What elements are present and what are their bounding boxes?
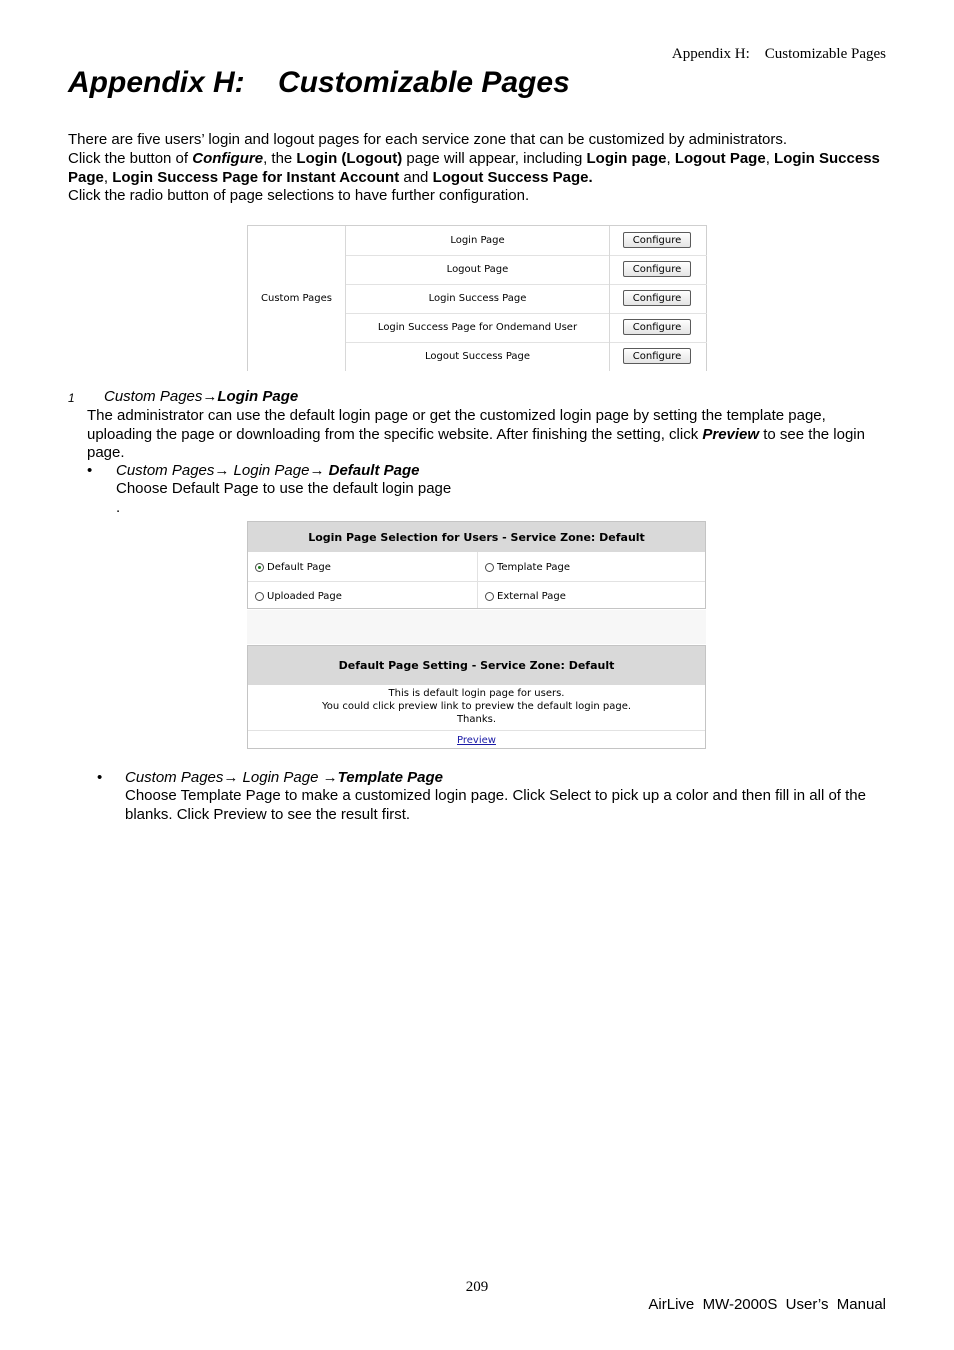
login-success-instant-term: Login Success Page for Instant Account bbox=[112, 168, 400, 186]
bullet-description: Choose Default Page to use the default login page bbox=[116, 480, 452, 497]
default-page-option[interactable] bbox=[255, 553, 331, 581]
trailing-dot: . bbox=[116, 499, 121, 516]
radio-icon[interactable] bbox=[485, 563, 494, 572]
configure-login-success-page-button[interactable]: Configure bbox=[623, 290, 691, 306]
configure-logout-success-page-button[interactable]: Configure bbox=[623, 348, 691, 364]
login-page-term: Login page bbox=[586, 150, 667, 167]
bullet-description: Choose Template Page to make a customized login page. Click Select to pick up a color and then fill in all of the blanks. Click Preview to see the result first. bbox=[125, 787, 866, 823]
intro-paragraph-2 bbox=[68, 150, 890, 187]
message-line: This is default login page for users. bbox=[388, 688, 565, 699]
login-success-term: Login Success Page bbox=[68, 150, 880, 186]
path-text: Login Page bbox=[229, 462, 310, 479]
table-row bbox=[346, 226, 707, 256]
intro-text: and bbox=[399, 168, 433, 186]
arrow-icon: → bbox=[309, 462, 325, 479]
table-row bbox=[346, 313, 707, 343]
arrow-icon: → bbox=[322, 769, 338, 786]
panel-title: Login Page Selection for Users - Service Zone: Default bbox=[248, 522, 705, 552]
template-page-option[interactable] bbox=[485, 553, 570, 581]
body-text: The administrator can use the default login page or get the customized login page by setting the template page, uploading the page or downloading from the specific website. After finishing the setting, click bbox=[87, 407, 826, 443]
manual-footer: AirLive MW-2000S User’s Manual bbox=[648, 1296, 886, 1313]
intro-text: page will appear, including bbox=[402, 150, 587, 167]
configure-logout-page-button[interactable]: Configure bbox=[623, 261, 691, 277]
logout-success-term: Logout Success Page. bbox=[432, 168, 593, 186]
section-heading bbox=[104, 388, 298, 405]
default-page-setting-panel bbox=[247, 645, 706, 749]
bullet-icon: • bbox=[97, 769, 103, 786]
page-name: Login Page bbox=[346, 226, 610, 255]
custom-pages-table bbox=[247, 225, 707, 371]
uploaded-page-option[interactable] bbox=[255, 582, 342, 610]
login-page-selection-panel bbox=[247, 521, 706, 609]
login-logout-term: Login (Logout) bbox=[296, 150, 403, 167]
path-text: Custom Pages bbox=[125, 769, 224, 786]
arrow-icon: → bbox=[214, 462, 230, 479]
preview-term: Preview bbox=[702, 425, 760, 443]
default-page-message bbox=[248, 687, 705, 726]
radio-selected-icon[interactable] bbox=[255, 563, 264, 572]
page-title: Appendix H: Customizable Pages bbox=[68, 66, 570, 99]
section-number: 1 bbox=[68, 391, 75, 405]
path-text: Login Page bbox=[238, 769, 323, 786]
arrow-icon: → bbox=[202, 388, 218, 405]
path-text: Login Page bbox=[217, 388, 299, 405]
message-line: You could click preview link to preview the default login page. bbox=[321, 701, 632, 712]
option-label: External Page bbox=[497, 590, 566, 602]
page-name: Login Success Page for Ondemand User bbox=[346, 313, 610, 342]
path-text: Template Page bbox=[337, 769, 443, 786]
table-row bbox=[346, 342, 707, 371]
body-text: to see the login page. bbox=[87, 425, 865, 462]
intro-line-3: Click the radio button of page selections to have further configuration. bbox=[68, 187, 530, 204]
bullet-heading bbox=[125, 769, 443, 786]
intro-text: , the bbox=[263, 150, 297, 167]
page-name: Logout Page bbox=[346, 255, 610, 284]
path-text: Default Page bbox=[324, 462, 420, 479]
logout-page-term: Logout Page bbox=[674, 150, 766, 167]
option-label: Template Page bbox=[497, 561, 571, 573]
preview-link[interactable]: Preview bbox=[457, 734, 496, 746]
running-header: Appendix H: Customizable Pages bbox=[671, 46, 886, 62]
intro-text: , bbox=[666, 150, 675, 167]
custom-pages-group-label: Custom Pages bbox=[248, 226, 346, 371]
message-line: Thanks. bbox=[456, 714, 497, 725]
bullet-heading bbox=[116, 462, 420, 479]
panel-title: Default Page Setting - Service Zone: Default bbox=[248, 646, 705, 685]
configure-login-success-ondemand-button[interactable]: Configure bbox=[623, 319, 691, 335]
table-row bbox=[346, 284, 707, 314]
radio-icon[interactable] bbox=[255, 592, 264, 601]
configure-login-page-button[interactable]: Configure bbox=[623, 232, 691, 248]
section-body bbox=[87, 407, 890, 463]
bullet-icon: • bbox=[87, 462, 93, 479]
page-number: 209 bbox=[465, 1279, 489, 1295]
intro-line-1: There are five users’ login and logout pages for each service zone that can be customized by administrators. bbox=[68, 131, 787, 148]
preview-row bbox=[248, 730, 705, 749]
table-row bbox=[346, 255, 707, 285]
intro-text: , bbox=[103, 168, 113, 186]
external-page-option[interactable] bbox=[485, 582, 566, 610]
page-name: Logout Success Page bbox=[346, 342, 610, 371]
configure-term: Configure bbox=[192, 150, 264, 167]
intro-text: Click the button of bbox=[68, 150, 193, 167]
arrow-icon: → bbox=[223, 769, 239, 786]
path-text: Custom Pages bbox=[104, 388, 203, 405]
panel-spacer bbox=[247, 610, 706, 644]
intro-text: , bbox=[765, 150, 775, 167]
option-label: Uploaded Page bbox=[267, 590, 342, 602]
option-label: Default Page bbox=[267, 561, 331, 573]
path-text: Custom Pages bbox=[116, 462, 215, 479]
page-name: Login Success Page bbox=[346, 284, 610, 313]
radio-icon[interactable] bbox=[485, 592, 494, 601]
